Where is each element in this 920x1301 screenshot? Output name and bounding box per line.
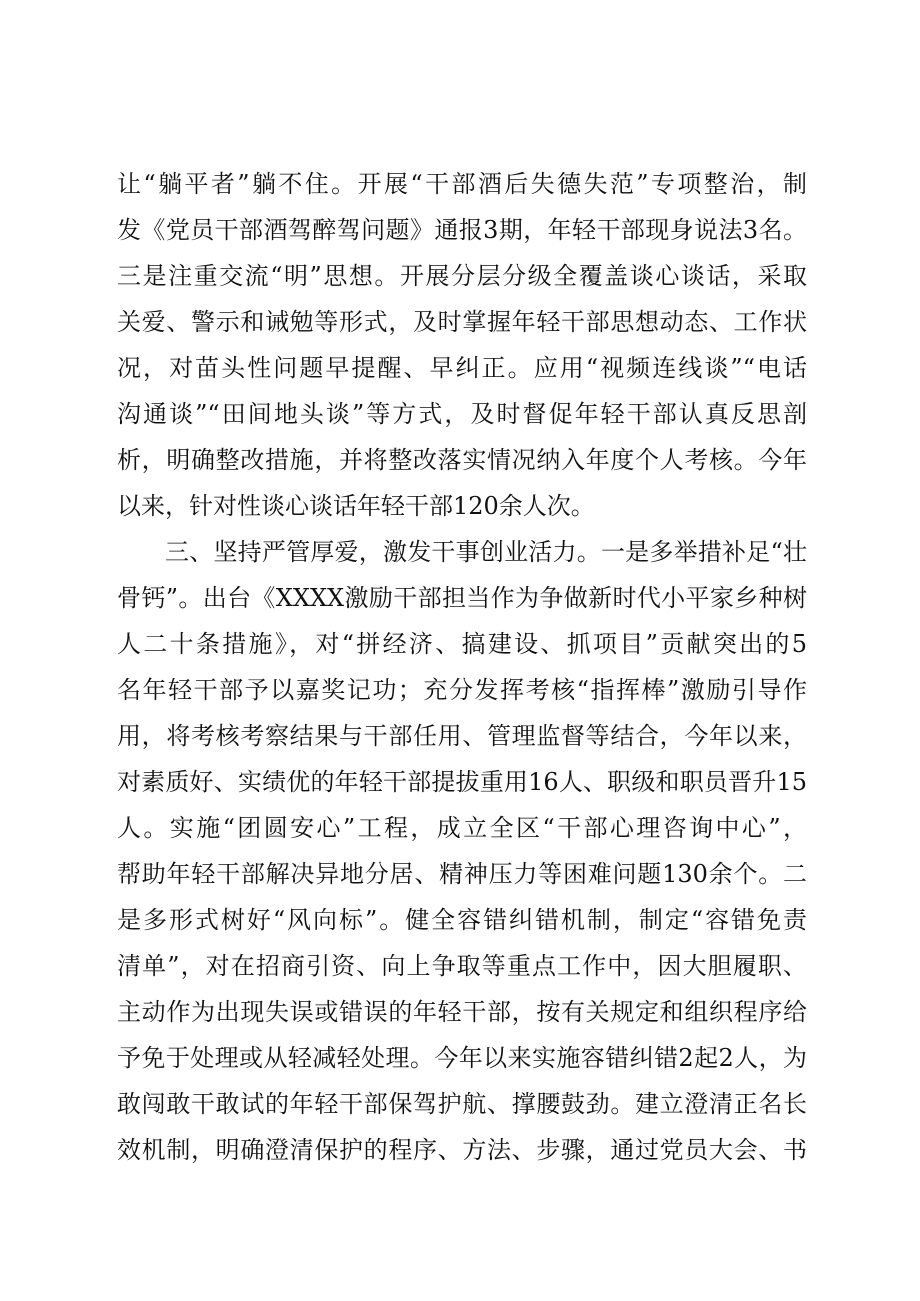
text-line: 对素质好、实绩优的年轻干部提拔重用16人、职级和职员晋升15	[117, 768, 807, 796]
text-line: 是多形式树好“风向标”。健全容错纠错机制，制定“容错免责	[117, 906, 807, 934]
paragraph-end-line: 以来，针对性谈心谈话年轻干部120余人次。	[117, 492, 595, 520]
document-body	[117, 161, 807, 1173]
text-line: 骨钙”。出台《XXXX激励干部担当作为争做新时代小平家乡种树	[117, 584, 807, 612]
text-line: 清单”，对在招商引资、向上争取等重点工作中，因大胆履职、	[117, 952, 807, 980]
text-line: 主动作为出现失误或错误的年轻干部，按有关规定和组织程序给	[117, 998, 807, 1026]
section-heading-line: 三、坚持严管厚爱，激发干事创业活力。一是多举措补足“壮	[165, 538, 807, 566]
text-line: 效机制，明确澄清保护的程序、方法、步骤，通过党员大会、书	[117, 1136, 807, 1164]
text-line: 让“躺平者”躺不住。开展“干部酒后失德失范”专项整治，制	[117, 170, 807, 198]
text-line: 予免于处理或从轻减轻处理。今年以来实施容错纠错2起2人，为	[117, 1044, 807, 1072]
text-line: 帮助年轻干部解决异地分居、精神压力等困难问题130余个。二	[117, 860, 807, 888]
text-line: 敢闯敢干敢试的年轻干部保驾护航、撑腰鼓劲。建立澄清正名长	[117, 1090, 807, 1118]
text-line: 沟通谈”“田间地头谈”等方式，及时督促年轻干部认真反思剖	[117, 400, 807, 428]
text-line: 析，明确整改措施，并将整改落实情况纳入年度个人考核。今年	[117, 446, 807, 474]
text-line: 关爱、警示和诫勉等形式，及时掌握年轻干部思想动态、工作状	[117, 308, 807, 336]
text-line: 用，将考核考察结果与干部任用、管理监督等结合，今年以来，	[117, 722, 807, 750]
text-line: 三是注重交流“明”思想。开展分层分级全覆盖谈心谈话，采取	[117, 262, 807, 290]
text-line: 名年轻干部予以嘉奖记功；充分发挥考核“指挥棒”激励引导作	[117, 676, 807, 704]
text-line: 人。实施“团圆安心”工程，成立全区“干部心理咨询中心”，	[117, 814, 807, 842]
text-line: 况，对苗头性问题早提醒、早纠正。应用“视频连线谈”“电话	[117, 354, 807, 382]
text-line: 人二十条措施》，对“拼经济、搞建设、抓项目”贡献突出的5	[117, 630, 807, 658]
text-line: 发《党员干部酒驾醉驾问题》通报3期，年轻干部现身说法3名。	[117, 216, 807, 244]
